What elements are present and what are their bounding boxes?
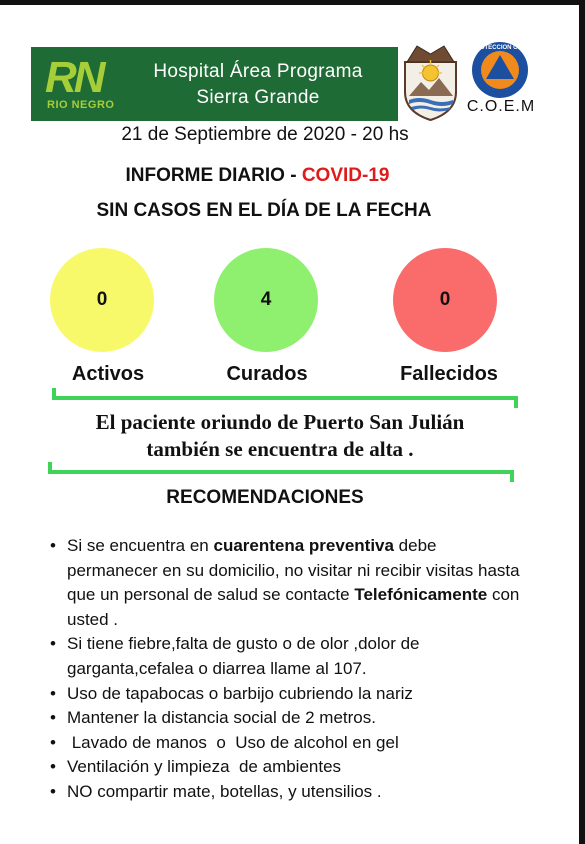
divider-top	[52, 396, 518, 400]
bullet-icon: •	[50, 757, 56, 777]
report-date: 21 de Septiembre de 2020 - 20 hs	[121, 124, 409, 145]
list-item	[50, 731, 520, 756]
hospital-title-line2: Sierra Grande	[196, 87, 320, 108]
bullet-icon: •	[50, 683, 56, 703]
divider-top-tick-left	[52, 388, 56, 398]
proteccion-civil-icon	[470, 40, 530, 100]
report-title	[60, 165, 455, 187]
rec-text: Lavado de manos o Uso de alcohol en gel	[67, 732, 399, 752]
rec-text: Si tiene fiebre,falta de gusto o de olor ,dolor de garganta,cefalea o diarrea llame al 107.	[67, 634, 420, 678]
bullet-icon: •	[50, 536, 56, 555]
bullet-icon: •	[50, 634, 56, 654]
report-title-prefix: INFORME DIARIO -	[125, 165, 302, 186]
stat-circle-curados: 4	[214, 248, 318, 352]
no-cases-text: SIN CASOS EN EL DÍA DE LA FECHA	[96, 200, 432, 221]
municipal-crest-icon	[399, 40, 462, 122]
list-item	[50, 780, 520, 805]
stat-label-fallecidos: Fallecidos	[400, 363, 498, 385]
divider-bottom-tick-right	[510, 472, 514, 482]
divider-bottom-tick-left	[48, 462, 52, 472]
rec-text: con usted .	[67, 585, 520, 629]
hospital-title-line1: Hospital Área Programa	[153, 61, 363, 82]
svg-text:PROTECCION CIVIL: PROTECCION CIVIL	[471, 45, 529, 51]
list-item	[50, 682, 520, 707]
divider-bottom	[48, 470, 514, 474]
frame-right-border	[579, 0, 585, 844]
stat-label-curados: Curados	[226, 363, 308, 385]
list-item	[50, 534, 520, 632]
patient-note	[40, 409, 520, 463]
patient-note-line1: El paciente oriundo de Puerto San Julián	[95, 410, 465, 434]
rec-text: Ventilación y limpieza de ambientes	[67, 757, 342, 777]
bullet-icon: •	[50, 732, 56, 752]
bullet-icon: •	[50, 781, 56, 801]
report-title-covid: COVID-19	[301, 165, 390, 186]
rec-text: Uso de tapabocas o barbijo cubriendo la nariz	[67, 683, 413, 703]
header-banner	[31, 47, 398, 121]
frame-top-border	[0, 0, 585, 5]
bullet-icon: •	[50, 708, 56, 728]
coem-label: C.O.E.M	[466, 98, 536, 115]
patient-note-line2: también se encuentra de alta .	[146, 437, 414, 461]
list-item	[50, 706, 520, 731]
recommendations-list	[50, 534, 520, 805]
stat-circle-fallecidos: 0	[393, 248, 497, 352]
stat-circle-activos: 0	[50, 248, 154, 352]
rec-text: debe permanecer en su domicilio, no visitar ni recibir visitas hasta que un personal de salud se contacte	[67, 536, 520, 605]
list-item	[50, 755, 520, 780]
rec-emphasis: cuarentena preventiva	[213, 536, 394, 555]
rn-logo-subtext: RIO NEGRO	[47, 99, 115, 111]
rec-text: Si se encuentra en	[67, 536, 214, 555]
rn-logo-letters: RN	[45, 53, 103, 102]
hospital-title	[123, 59, 393, 111]
stat-label-activos: Activos	[71, 363, 145, 385]
rec-emphasis: Telefónicamente	[354, 585, 488, 605]
list-item	[50, 632, 520, 681]
rio-negro-logo	[45, 55, 117, 115]
recommendations-title: RECOMENDACIONES	[166, 487, 364, 508]
rec-text: NO compartir mate, botellas, y utensilios .	[67, 781, 382, 801]
divider-top-tick-right	[514, 398, 518, 408]
rec-text: Mantener la distancia social de 2 metros.	[67, 708, 376, 728]
